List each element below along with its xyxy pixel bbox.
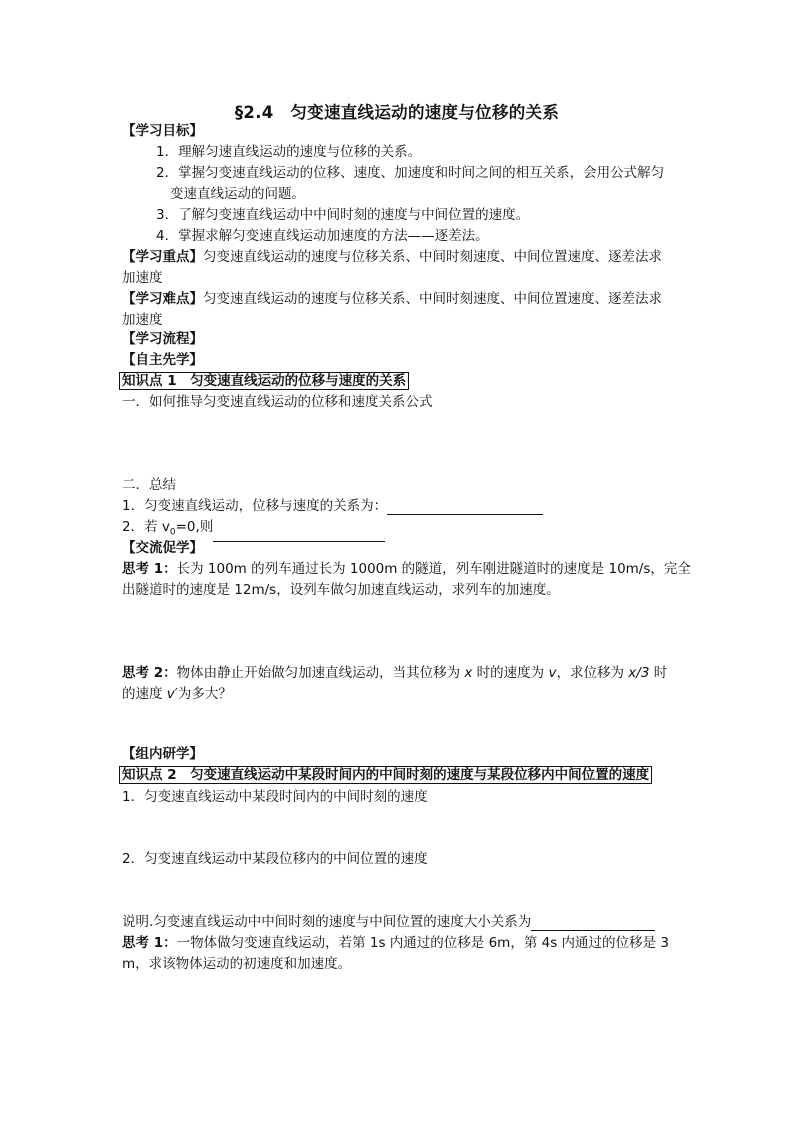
- group-note: [122, 913, 655, 931]
- page-title: §2.4 匀变速直线运动的速度与位移的关系: [234, 103, 560, 122]
- objective-item-2-cont: 变速直线运动的问题。: [170, 186, 305, 202]
- summary-heading: 二．总结: [122, 477, 176, 493]
- answer-blank-3[interactable]: [531, 916, 655, 931]
- think-2-text-f: 为多大？: [177, 686, 232, 702]
- objective-item-2: 2．掌握匀变速直线运动的位移、速度、加速度和时间之间的相互关系，会用公式解匀: [156, 165, 665, 181]
- think-2-text-b: 时的速度为: [472, 665, 549, 681]
- key-points-text: 匀变速直线运动的速度与位移关系、中间时刻速度、中间位置速度、逐差法求: [203, 249, 662, 265]
- difficulties-heading: 【学习难点】: [122, 291, 203, 307]
- think-2-text-e: 的速度: [122, 686, 167, 702]
- think-2-text-a: 物体由静止开始做匀加速直线运动，当其位移为: [176, 665, 465, 681]
- summary-item-2-prefix: 2．若 v: [122, 519, 170, 535]
- answer-blank-1[interactable]: [387, 500, 543, 515]
- key-points-text-cont: 加速度: [122, 270, 163, 286]
- objective-item-4: 4．掌握求解匀变速直线运动加速度的方法——逐差法。: [156, 228, 489, 244]
- group-think-1: [122, 934, 669, 952]
- var-x: x: [464, 665, 473, 681]
- key-points-heading: 【学习重点】: [122, 249, 203, 265]
- summary-item-2-suffix: =0,则: [175, 519, 214, 535]
- group-heading: 【组内研学】: [122, 746, 203, 762]
- v0-subscript: 0: [169, 527, 176, 538]
- think-1-text-cont: 出隧道时的速度是 12m/s，设列车做匀加速直线运动，求列车的加速度。: [122, 582, 560, 598]
- group-item-1: 1．匀变速直线运动中某段时间内的中间时刻的速度: [122, 789, 428, 805]
- flow-heading: 【学习流程】: [122, 331, 203, 347]
- knowledge-point-2: [119, 766, 652, 784]
- knowledge-point-1-box: 知识点 1 匀变速直线运动的位移与速度的关系: [119, 372, 409, 390]
- difficulties-text: 匀变速直线运动的速度与位移关系、中间时刻速度、中间位置速度、逐差法求: [203, 291, 662, 307]
- var-v-prime: v′: [166, 686, 178, 702]
- var-v: v: [548, 665, 557, 681]
- summary-item-1: [122, 497, 543, 515]
- think-2-text-c: ，求位移为: [556, 665, 629, 681]
- key-points: [122, 248, 662, 266]
- group-think-1-label: 思考 1：: [122, 935, 177, 951]
- exchange-heading: 【交流促学】: [122, 540, 203, 556]
- think-2-label: 思考 2：: [122, 665, 177, 681]
- derive-question: 一．如何推导匀变速直线运动的位移和速度关系公式: [122, 394, 433, 410]
- objective-item-3: 3．了解匀变速直线运动中中间时刻的速度与中间位置的速度。: [156, 207, 530, 223]
- self-study-heading: 【自主先学】: [122, 352, 203, 368]
- think-2-text-cont: [122, 685, 232, 703]
- think-2-text-d: 时: [649, 665, 668, 681]
- group-think-1-text: 一物体做匀变速直线运动，若第 1s 内通过的位移是 6m，第 4s 内通过的位移是 3: [176, 935, 669, 951]
- group-item-2: 2．匀变速直线运动中某段位移内的中间位置的速度: [122, 851, 428, 867]
- knowledge-point-2-box: 知识点 2 匀变速直线运动中某段时间内的中间时刻的速度与某段位移内中间位置的速度: [119, 766, 652, 784]
- think-1-label: 思考 1：: [122, 561, 177, 577]
- difficulties-text-cont: 加速度: [122, 312, 163, 328]
- var-x-third: x/3: [628, 665, 650, 681]
- answer-blank-2[interactable]: [213, 527, 385, 542]
- summary-item-1-text: 1．匀变速直线运动，位移与速度的关系为：: [122, 498, 388, 514]
- knowledge-point-1: [119, 372, 409, 390]
- think-1-text: 长为 100m 的列车通过长为 1000m 的隧道，列车刚进隧道时的速度是 10m/s，完全: [176, 561, 691, 577]
- group-think-1-text-cont: m，求该物体运动的初速度和加速度。: [122, 956, 352, 972]
- objectives-heading: 【学习目标】: [122, 123, 203, 139]
- exchange-think-2: [122, 664, 667, 682]
- group-note-text: 说明.匀变速直线运动中中间时刻的速度与中间位置的速度大小关系为: [122, 914, 532, 930]
- objective-item-1: 1．理解匀速直线运动的速度与位移的关系。: [156, 144, 422, 160]
- difficulties: [122, 290, 662, 308]
- exchange-think-1: [122, 560, 691, 578]
